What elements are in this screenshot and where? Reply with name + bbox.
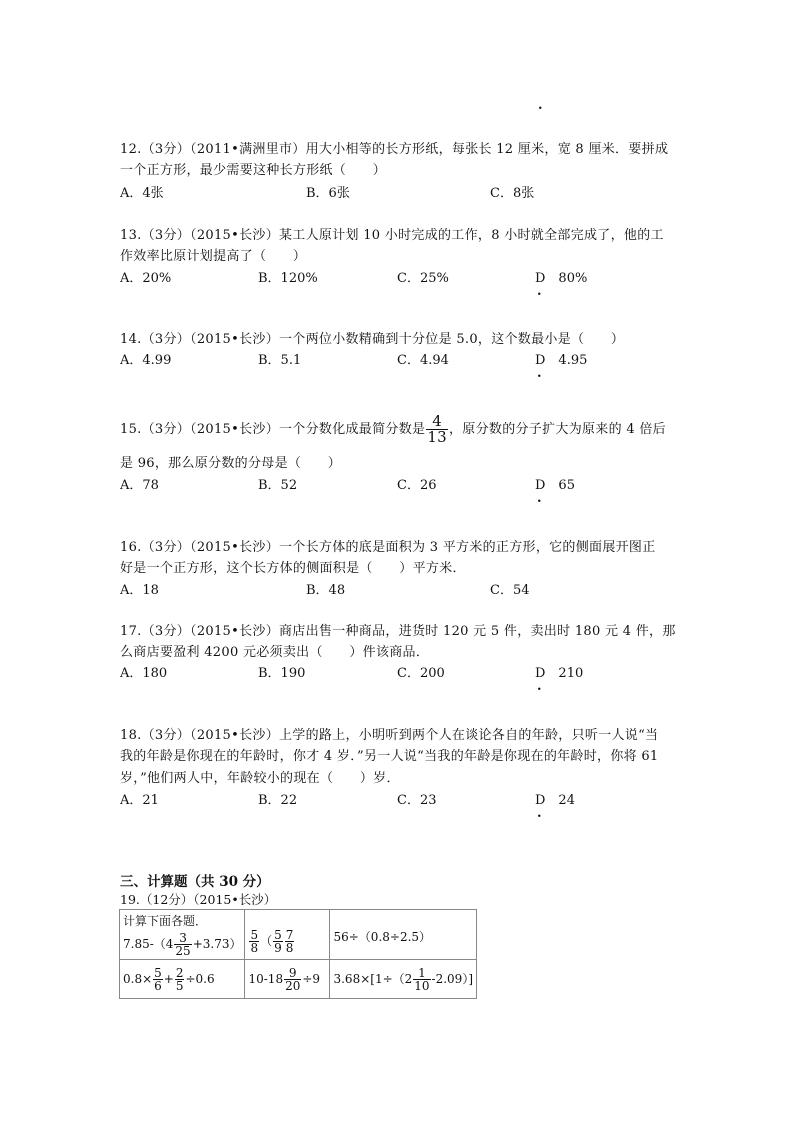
expr-part: 7.85-（4 <box>123 937 174 951</box>
option-a: A．4张 <box>120 186 164 201</box>
expr-part: -2.09）] <box>431 971 474 986</box>
option-a: A．78 <box>120 478 159 493</box>
expression-1 <box>123 932 241 957</box>
fraction <box>175 967 185 992</box>
table-row <box>120 960 477 999</box>
expr-part: 10-18 <box>248 971 284 986</box>
option-c: C．200 <box>397 666 445 681</box>
expr-part: 3.68×[1÷（2 <box>333 971 413 986</box>
expr-part: ÷0.6 <box>185 971 215 986</box>
table-row <box>120 910 477 960</box>
question-19-header: 19.（12分）（2015•长沙） <box>120 892 277 907</box>
fraction-denominator: 5 <box>175 978 184 993</box>
fraction-denominator: 8 <box>285 941 294 955</box>
option-b: B．5.1 <box>258 353 302 368</box>
stray-dot: . <box>537 366 542 381</box>
table-cell <box>245 960 330 999</box>
table-header-text: 计算下面各题． <box>123 914 208 928</box>
fraction <box>174 932 191 957</box>
fraction-denominator: 8 <box>250 941 259 955</box>
fraction-numerator: 1 <box>413 967 430 980</box>
option-b: B．190 <box>258 666 306 681</box>
expr-part: +3.73） <box>192 937 242 951</box>
question-15-line2: 是 96，那么原分数的分母是（ ） <box>120 456 342 471</box>
fraction-numerator: 5 <box>274 928 282 942</box>
option-c: C．25% <box>397 271 449 286</box>
fraction-denominator: 13 <box>427 428 447 446</box>
expression-3: 56÷（0.8÷2.5） <box>333 930 432 944</box>
fraction-denominator: 6 <box>154 978 162 993</box>
stray-dot: . <box>537 491 542 506</box>
section-title: 三、计算题（共 30 分） <box>120 874 270 890</box>
fraction-4-13 <box>426 414 448 445</box>
expression-2 <box>248 929 326 954</box>
option-d: D 4.95 <box>535 353 588 368</box>
option-c: C．26 <box>397 478 437 493</box>
calculation-table <box>119 909 477 999</box>
option-c: C．54 <box>490 583 530 598</box>
option-a: A．20% <box>120 271 172 286</box>
question-16-line2: 好是一个正方形，这个长方体的侧面积是（ ）平方米． <box>120 561 466 576</box>
option-b: B．52 <box>258 478 298 493</box>
option-b: B．120% <box>258 271 318 286</box>
question-13-line2: 作效率比原计划提高了（ ） <box>120 249 307 264</box>
expression-4 <box>123 967 241 992</box>
question-12-line1: 12.（3分）（2011•满洲里市）用大小相等的长方形纸，每张长 12 厘米，宽 8 厘米．要拼成 <box>120 142 669 157</box>
option-b: B．48 <box>306 583 346 598</box>
fraction-numerator: 3 <box>174 932 191 945</box>
fraction-numerator: 4 <box>426 414 448 430</box>
fraction-denominator: 20 <box>285 978 301 993</box>
table-cell <box>330 910 477 960</box>
fraction <box>273 929 283 954</box>
option-d: D 210 <box>535 666 584 681</box>
option-d: D 24 <box>535 793 575 808</box>
table-cell <box>120 960 245 999</box>
stray-dot: . <box>537 679 542 694</box>
option-d: D 65 <box>535 478 575 493</box>
fraction <box>285 929 295 954</box>
fraction-numerator: 7 <box>285 928 294 942</box>
fraction-denominator: 9 <box>274 941 282 955</box>
option-b: B．6张 <box>306 186 350 201</box>
fraction-numerator: 5 <box>154 965 162 980</box>
stray-dot: . <box>537 284 542 299</box>
table-cell <box>120 910 245 960</box>
question-14-line1: 14.（3分）（2015•长沙）一个两位小数精确到十分位是 5.0，这个数最小是（ ） <box>120 332 625 347</box>
question-18-line2: 我的年龄是你现在的年龄时，你才 4 岁．”另一人说“当我的年龄是你现在的年龄时，你将 61 <box>120 749 659 764</box>
question-16-line1: 16.（3分）（2015•长沙）一个长方体的底是面积为 3 平方米的正方形，它的侧面展开图正 <box>120 540 656 555</box>
option-a: A．180 <box>120 666 168 681</box>
fraction <box>413 967 430 992</box>
option-d: D 80% <box>535 271 588 286</box>
question-13-line1: 13.（3分）（2015•长沙）某工人原计划 10 小时完成的工作，8 小时就全部完成了，他的工 <box>120 228 664 243</box>
expr-part: + <box>163 971 174 986</box>
table-cell <box>245 910 330 960</box>
expression-5 <box>248 967 326 992</box>
expression-6 <box>333 967 473 992</box>
stray-dot: . <box>537 806 542 821</box>
table-cell <box>330 960 477 999</box>
question-15-line1-end: ，原分数的分子扩大为原来的 4 倍后 <box>449 422 666 437</box>
fraction-numerator: 9 <box>284 967 301 980</box>
option-c: C．4.94 <box>397 353 449 368</box>
expr-part: 0.8× <box>123 971 153 986</box>
option-a: A．18 <box>120 583 159 598</box>
fraction-numerator: 5 <box>250 928 259 942</box>
expr-part: （ <box>260 934 273 948</box>
question-18-line3: 岁，”他们两人中，年龄较小的现在（ ）岁． <box>120 771 400 786</box>
fraction-numerator: 2 <box>175 965 184 980</box>
fraction <box>284 967 301 992</box>
question-18-line1: 18.（3分）（2015•长沙）上学的路上，小明听到两个人在谈论各自的年龄，只听一人说“当 <box>120 728 659 743</box>
option-c: C．23 <box>397 793 437 808</box>
expr-part: ÷9 <box>302 971 321 986</box>
question-15-line1 <box>120 414 666 445</box>
stray-dot: . <box>538 98 543 113</box>
fraction-denominator: 25 <box>175 944 191 958</box>
question-12-line2: 一个正方形，最少需要这种长方形纸（ ） <box>120 163 387 178</box>
fraction-denominator: 10 <box>414 978 430 993</box>
question-15-line1-start: 15.（3分）（2015•长沙）一个分数化成最简分数是 <box>120 422 426 437</box>
question-17-line1: 17.（3分）（2015•长沙）商店出售一种商品，进货时 120 元 5 件，卖出时 180 元 4 件，那 <box>120 624 676 639</box>
option-a: A．4.99 <box>120 353 172 368</box>
option-b: B．22 <box>258 793 298 808</box>
fraction <box>153 967 163 992</box>
option-c: C．8张 <box>490 186 535 201</box>
fraction <box>249 929 259 954</box>
option-a: A．21 <box>120 793 159 808</box>
question-17-line2: 么商店要盈利 4200 元必须卖出（ ）件该商品． <box>120 645 430 660</box>
